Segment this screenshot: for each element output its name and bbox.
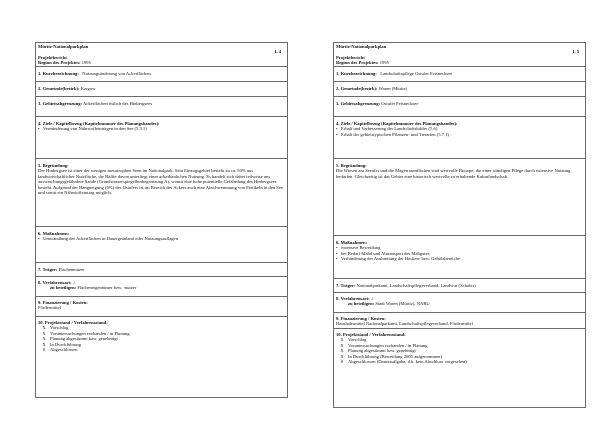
begruendung-text: Die Wiesen am Seeufer und die Magerrasenflächen sind wertvolle Biotope, die einer ständigen Pflege durch extensive Nutzung bedürfen. Gleichzeitig ist das Gebiet eine historisch wertvolle zu erhaltende Kulturlandschaft.	[336, 168, 571, 179]
status-mark: X	[42, 330, 46, 336]
status-text: Planung abgestimmt bzw. genehmigt	[348, 348, 416, 354]
page-label: L 4	[274, 49, 281, 55]
list-item: • Verminderung von Nährstoffeinträgen in den See (5.3.1)	[38, 126, 285, 131]
status-text: Voruntersuchungen vorhanden / in Planung	[50, 330, 130, 336]
project-report-l4	[35, 42, 288, 398]
status-text: Vorschlag	[348, 337, 367, 343]
section-gemeinde: 2. Gemeinde(bezirk): Kargow	[36, 82, 287, 97]
status-mark: X	[42, 325, 46, 331]
section-gebietsabgrenzung: 3. Gebietsabgrenzung: Ostufer Feisnecksee	[334, 97, 585, 117]
status-text: Voruntersuchungen vorhanden / in Planung	[348, 342, 428, 348]
status-text: Vorschlag	[50, 325, 69, 331]
status-mark: X	[42, 336, 46, 342]
section-begruendung: 5. Begründung: Der Hinbergsee ist einer der wenigen mesotrophen Seen im Nationalpark. Sein Einzugsgebiet besteht zu ca. 50% aus landwirtschaftlicher Nutzfläche, die Hälfte davon unterliegt einer ackerbaulichen Nutzung. Es handelt sich dabei teilweise um auswaschungsgefährdete Sande (Grundwasserspiegelhinbegrenzung A), womit eine hohe potentielle Gefährdung des Hinbergsees besteht. Aufgrund der Hangneigung (6%) des Ostufers ist im Bereich des Ackers auch eine Abschwemmung von Partikeln in den See und somit ein Nährstoffeintrag möglich.	[36, 159, 287, 227]
plan-title: Müritz-Nationalparkplan	[336, 44, 387, 49]
section-projektstand: 10. Projektstand / Verfahrensstand: X Vorschlag X Voruntersuchungen vorhanden / in Planung X Planung abgestimmt bzw. genehmigt X In Durchführung 0 Abgeschlossen	[36, 317, 287, 353]
section-kurzbezeichnung: 1. Kurzbezeichnung: Nutzungsänderung von Ackerflächen	[36, 67, 287, 82]
status-mark: X	[340, 337, 344, 343]
list-item: • Verhinderung der Ausbreitung der Hecken- bzw. Gehölzbereiche	[336, 256, 583, 261]
report-subtitle: Projektbericht	[336, 54, 365, 60]
report-subtitle: Projektbericht	[38, 54, 67, 60]
report-header	[36, 43, 287, 67]
section-projektstand: 10. Projektstand / Verfahrensstand: X Vorschlag X Voruntersuchungen vorhanden / in Planung X Planung abgestimmt bzw. genehmigt X In Durchführung (Beweidung 2005 aufgenommen) 0 Abgeschlossen (Dauerauflgabe, d.h. kein Abschluss vorgesehen)	[334, 329, 585, 365]
status-text: In Durchführung	[50, 341, 81, 347]
section-finanzierung: 9. Finanzierung / Kosten: Haushaltsmittel Nationalparkamt, Landschaftspflegeverband, Fördermittel	[334, 313, 585, 329]
section-kurzbezeichnung: 1. Kurzbezeichnung: Landschaftspflege Ostufer Feisnecksee	[334, 67, 585, 82]
status-text: Planung abgestimmt bzw. genehmigt	[50, 336, 118, 342]
list-item: • extensive Beweidung	[336, 245, 583, 250]
section-massnahmen: 6. Maßnahmen: • extensive Beweidung • bei Bedarf Mahd und Abtransport des Mähgutes • Verhinderung der Ausbreitung der Hecken- bzw. Gehölzbereiche	[334, 236, 585, 279]
status-row	[336, 359, 583, 364]
section-begruendung: 5. Begründung: Die Wiesen am Seeufer und die Magerrasenflächen sind wertvolle Biotope, die einer ständigen Pflege durch extensive Nutzung bedürfen. Gleichzeitig ist das Gebiet eine historisch wertvolle zu erhaltende Kulturlandschaft.	[334, 159, 585, 236]
project-start: Beginn des Projektes: 1995	[336, 60, 389, 66]
status-mark: X	[340, 353, 344, 359]
status-mark: X	[340, 342, 344, 348]
plan-title: Müritz-Nationalparkplan	[38, 44, 89, 49]
section-ziele: 4. Ziele / Kapitelbezug (Kapitelnummer des Planungsbandes): • Erhalt und Verbesserung der Landschaftsbildes (5.6) • Erhalt der gebietstypischen Pflanzen- und Tierarten (5.7.1)	[334, 117, 585, 159]
status-mark: 0	[340, 359, 344, 365]
section-verfahrensart: 8. Verfahrensart: ./. zu beteiligen: Flächeneigentümer bzw. -nutzer	[36, 277, 287, 297]
begruendung-text: Der Hinbergsee ist einer der wenigen mesotrophen Seen im Nationalpark. Sein Einzugsgebiet besteht zu ca. 50% aus landwirtschaftlicher Nutzfläche, die Hälfte davon unterliegt einer ackerbaulichen Nutzung. Es handelt sich dabei teilweise um auswaschungsgefährdete Sande (Grundwasserspiegelhinbegrenzung A), womit eine hohe potentielle Gefährdung des Hinbergsees besteht. Aufgrund der Hangneigung (6%) des Ostufers ist im Bereich des Ackers auch eine Abschwemmung von Partikeln in den See und somit ein Nährstoffeintrag möglich.	[38, 168, 283, 196]
section-verfahrensart: 8. Verfahrensart: ./. zu beteiligen: Stadt Waren (Müritz), NABU	[334, 293, 585, 313]
list-item: • bei Bedarf Mahd und Abtransport des Mähgutes	[336, 251, 583, 256]
section-traeger: 7. Träger: Nationalparkamt, Landschaftspflegeverband, Landwirt (Schäfer)	[334, 279, 585, 293]
section-gemeinde: 2. Gemeinde(bezirk): Waren (Müritz)	[334, 82, 585, 97]
section-gebietsabgrenzung: 3. Gebietsabgrenzung: Ackerflächen östlich des Hinbergsees	[36, 97, 287, 117]
section-massnahmen: 6. Maßnahmen: • Umwandlung der Ackerflächen in Dauergrünland oder Nutzungsauflagen	[36, 227, 287, 263]
report-header	[334, 43, 585, 67]
list-item: • Erhalt und Verbesserung der Landschaftsbildes (5.6)	[336, 126, 583, 131]
status-mark: X	[42, 341, 46, 347]
project-start: Beginn des Projektes: 1995	[38, 60, 91, 66]
status-row	[38, 347, 285, 352]
status-mark: 0	[42, 347, 46, 353]
section-traeger: 7. Träger: Flächennutzer	[36, 263, 287, 277]
section-ziele: 4. Ziele / Kapitelbezug (Kapitelnummer des Planungsbandes): • Verminderung von Nährstoffeinträgen in den See (5.3.1)	[36, 117, 287, 159]
project-report-l5	[333, 42, 586, 408]
section-finanzierung: 9. Finanzierung / Kosten: Fördermittel	[36, 297, 287, 317]
status-text: In Durchführung (Beweidung 2005 aufgenommen)	[348, 353, 442, 359]
page-label: L 5	[572, 49, 579, 55]
list-item: • Umwandlung der Ackerflächen in Dauergrünland oder Nutzungsauflagen	[38, 236, 285, 241]
status-text: Abgeschlossen (Dauerauflgabe, d.h. kein Abschluss vorgesehen)	[348, 359, 467, 365]
list-item: • Erhalt der gebietstypischen Pflanzen- und Tierarten (5.7.1)	[336, 132, 583, 137]
status-text: Abgeschlossen	[50, 347, 78, 353]
status-mark: X	[340, 348, 344, 354]
